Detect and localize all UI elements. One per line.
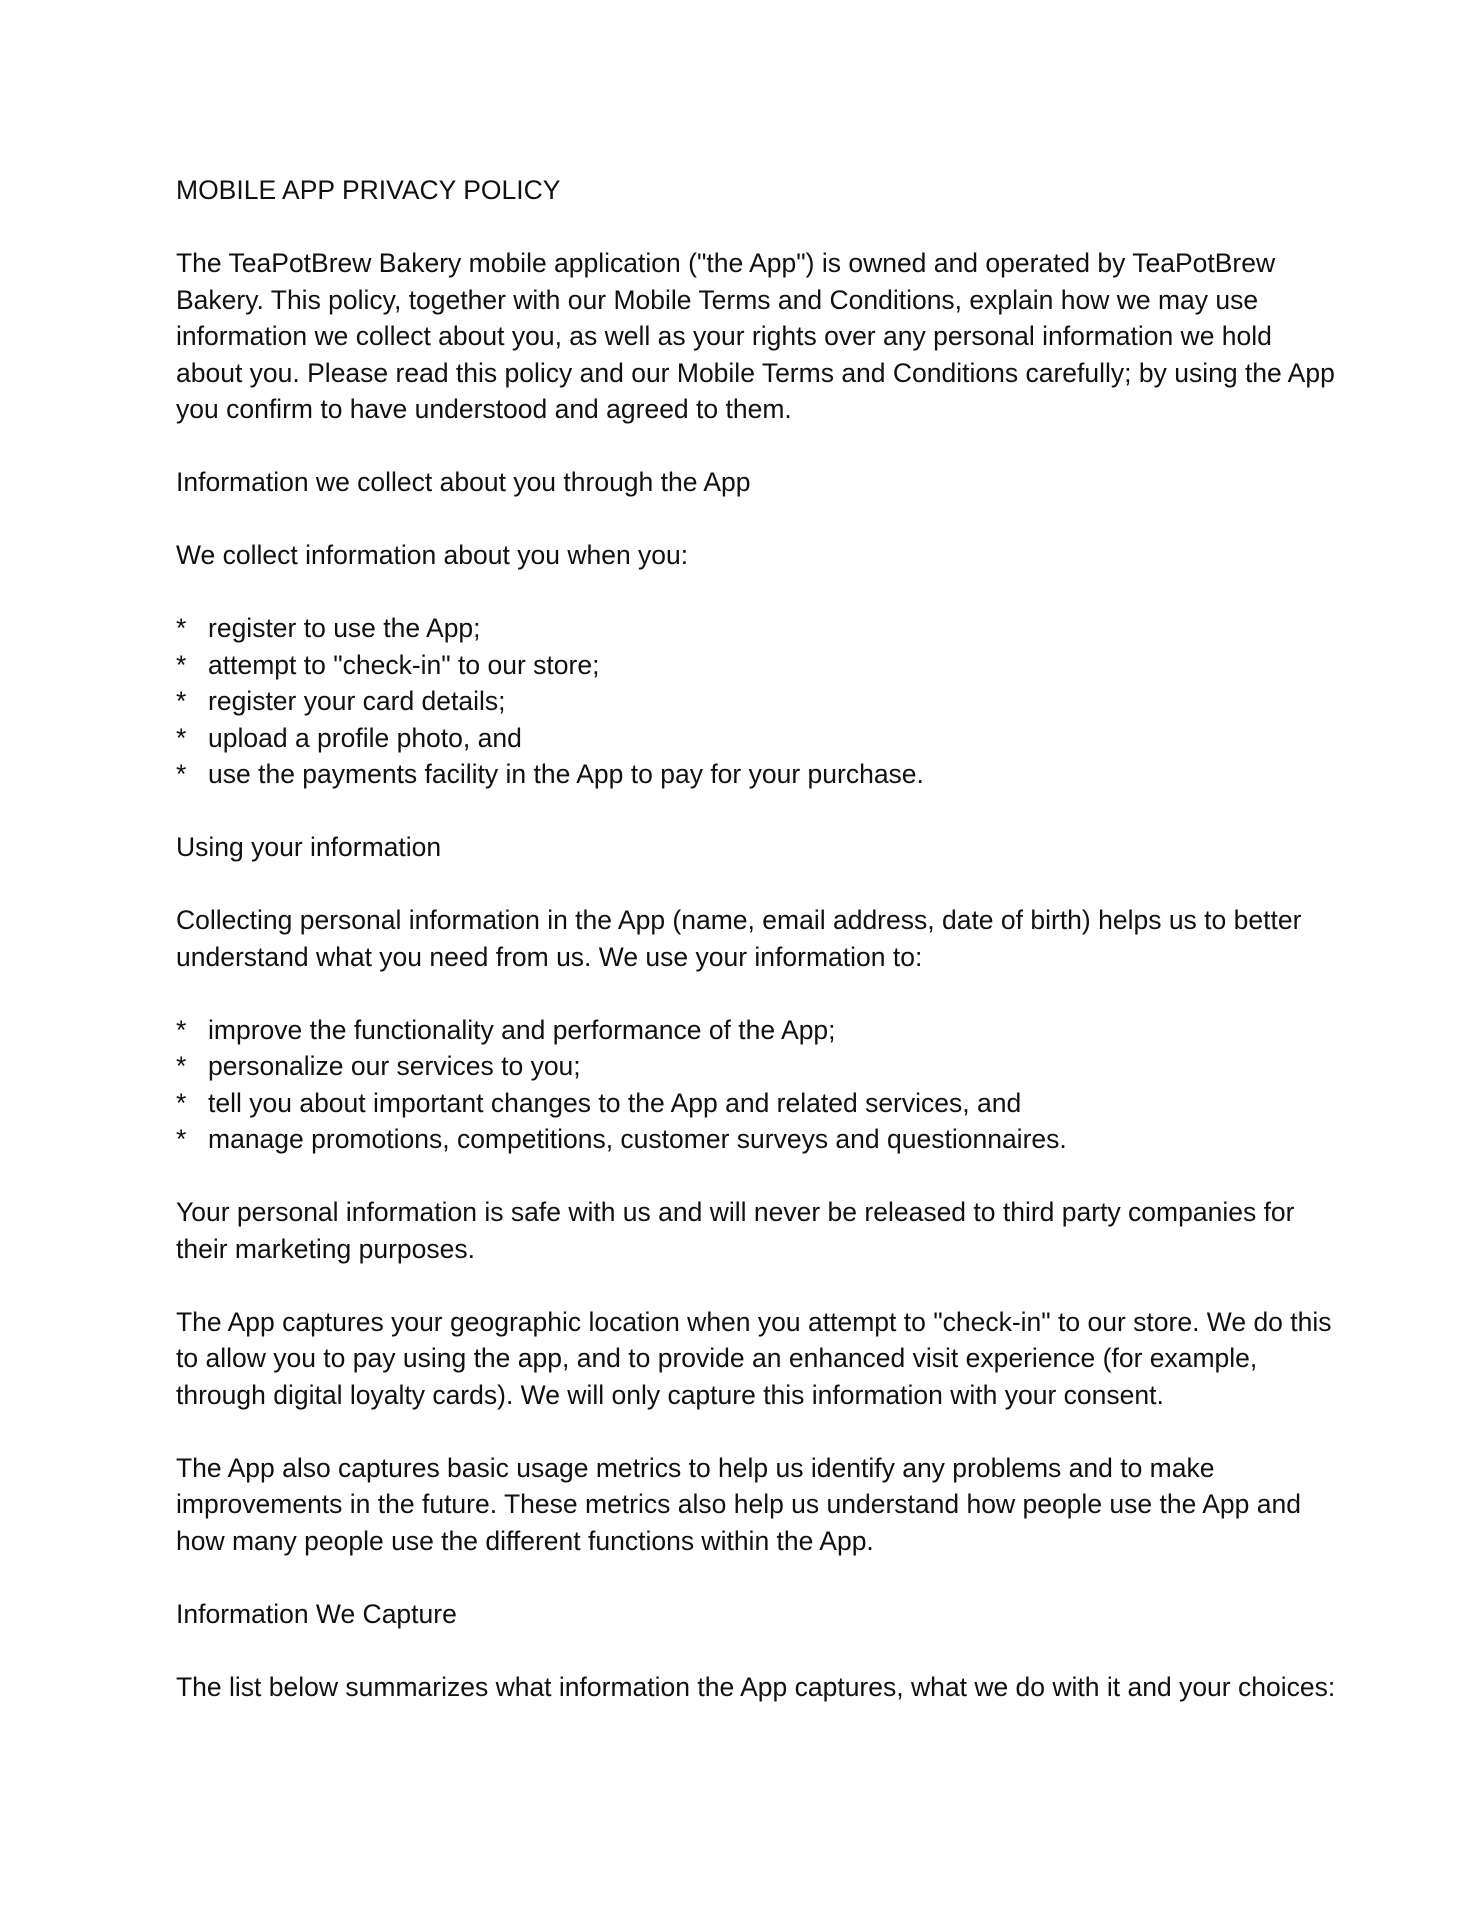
list-item [176,1121,1336,1158]
section-heading-information-captured: Information We Capture [176,1598,457,1629]
bullet-marker: * [176,722,187,753]
list-item-text: use the payments facility in the App to pay for your purchase. [208,759,924,789]
list-item-text: register your card details; [208,686,506,716]
section-lead-captured: The list below summarizes what information the App captures, what we do with it and your choices: [176,1671,1336,1702]
use-list [176,1012,1336,1158]
paragraph-metrics: The App also captures basic usage metrics to help us identify any problems and to make improvements in the future. These metrics also help us understand how people use the App and how many people use the different functions within the App. [176,1452,1301,1556]
list-item [176,756,1336,793]
paragraph-safe: Your personal information is safe with us and will never be released to third party companies for their marketing purposes. [176,1197,1295,1264]
bullet-marker: * [176,1124,187,1154]
list-item-text: improve the functionality and performance of the App; [208,1014,836,1045]
policy-document [176,172,1336,1742]
list-item-text: personalize our services to you; [208,1051,581,1081]
bullet-marker: * [176,1087,187,1118]
section-heading-information-collected: Information we collect about you through the App [176,467,751,497]
bullet-marker: * [176,613,187,643]
section-lead-collect: We collect information about you when you: [176,540,689,570]
list-item [176,647,1336,684]
list-item-text: tell you about important changes to the App and related services, and [208,1087,1022,1118]
list-item [176,1012,1336,1049]
section-lead-use: Collecting personal information in the App (name, email address, date of birth) helps us to better understand what you need from us. We use your information to: [176,905,1302,972]
collect-list [176,610,1336,793]
list-item-text: register to use the App; [208,613,481,643]
bullet-marker: * [176,686,187,716]
list-item [176,720,1336,757]
paragraph-location: The App captures your geographic location when you attempt to "check-in" to our store. We do this to allow you to pay using the app, and to provide an enhanced visit experience (for example, through digital loyalty cards). We will only capture this information with your consent. [176,1306,1332,1410]
section-heading-using-information: Using your information [176,832,442,862]
list-item-text: manage promotions, competitions, customer surveys and questionnaires. [208,1124,1067,1154]
list-item-text: upload a profile photo, and [208,722,522,753]
list-item [176,610,1336,647]
list-item [176,1048,1336,1085]
bullet-marker: * [176,759,187,789]
bullet-marker: * [176,1014,187,1045]
bullet-marker: * [176,649,187,680]
list-item [176,1085,1336,1122]
document-title: MOBILE APP PRIVACY POLICY [176,175,561,205]
bullet-marker: * [176,1051,187,1081]
list-item [176,683,1336,720]
intro-paragraph: The TeaPotBrew Bakery mobile application ("the App") is owned and operated by TeaPotBrew Bakery. This policy, together with our Mobile Terms and Conditions, explain how we may use information we collect about you, as well as your rights over any personal information we hold about you. Please read this policy and our Mobile Terms and Conditions carefully; by using the App you confirm to have understood and agreed to them. [176,248,1335,424]
list-item-text: attempt to "check-in" to our store; [208,649,600,680]
